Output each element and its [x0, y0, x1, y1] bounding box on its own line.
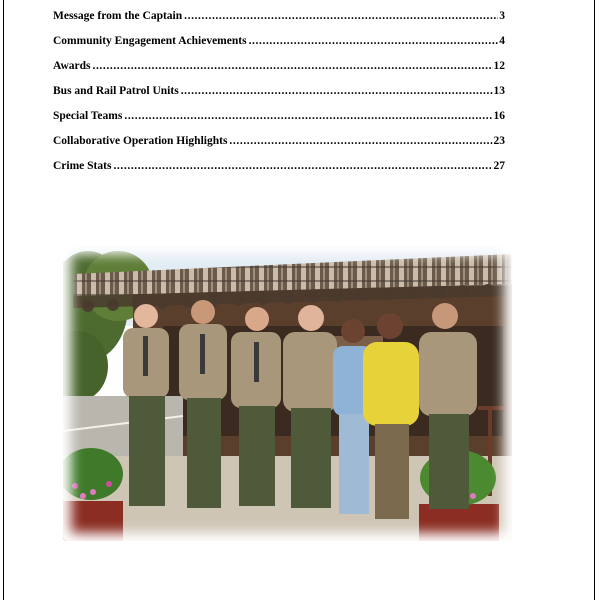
toc-leader-dots [229, 135, 492, 147]
person-1 [123, 304, 169, 506]
toc-entry-page: 27 [493, 160, 505, 172]
toc-entry-page: 13 [493, 85, 505, 97]
toc-entry-title: Community Engagement Achievements [53, 35, 247, 47]
toc-entry-title: Collaborative Operation Highlights [53, 135, 228, 147]
toc-entry-community-engagement[interactable] [53, 22, 505, 47]
toc-leader-dots [184, 10, 498, 22]
toc-entry-page: 16 [493, 110, 505, 122]
toc-entry-captain-message[interactable] [53, 0, 505, 22]
toc-entry-awards[interactable] [53, 47, 505, 72]
toc-entry-title: Awards [53, 60, 91, 72]
toc-entry-page: 23 [493, 135, 505, 147]
toc-leader-dots [181, 85, 493, 97]
toc-entry-page: 4 [499, 35, 505, 47]
document-page [3, 0, 595, 600]
toc-leader-dots [92, 60, 492, 72]
toc-entry-page: 12 [493, 60, 505, 72]
toc-entry-title: Message from the Captain [53, 10, 183, 22]
table-of-contents [53, 0, 505, 172]
toc-entry-page: 3 [499, 10, 505, 22]
toc-entry-bus-rail-patrol[interactable] [53, 72, 505, 97]
group-photo-illustration [63, 246, 512, 541]
toc-entry-crime-stats[interactable] [53, 147, 505, 172]
toc-leader-dots [249, 35, 499, 47]
group-photo [63, 246, 512, 541]
toc-entry-collaborative-operations[interactable] [53, 122, 505, 147]
toc-leader-dots [124, 110, 492, 122]
toc-entry-special-teams[interactable] [53, 97, 505, 122]
toc-entry-title: Special Teams [53, 110, 123, 122]
toc-entry-title: Crime Stats [53, 160, 112, 172]
toc-leader-dots [113, 160, 492, 172]
person-4 [283, 305, 337, 508]
toc-entry-title: Bus and Rail Patrol Units [53, 85, 179, 97]
